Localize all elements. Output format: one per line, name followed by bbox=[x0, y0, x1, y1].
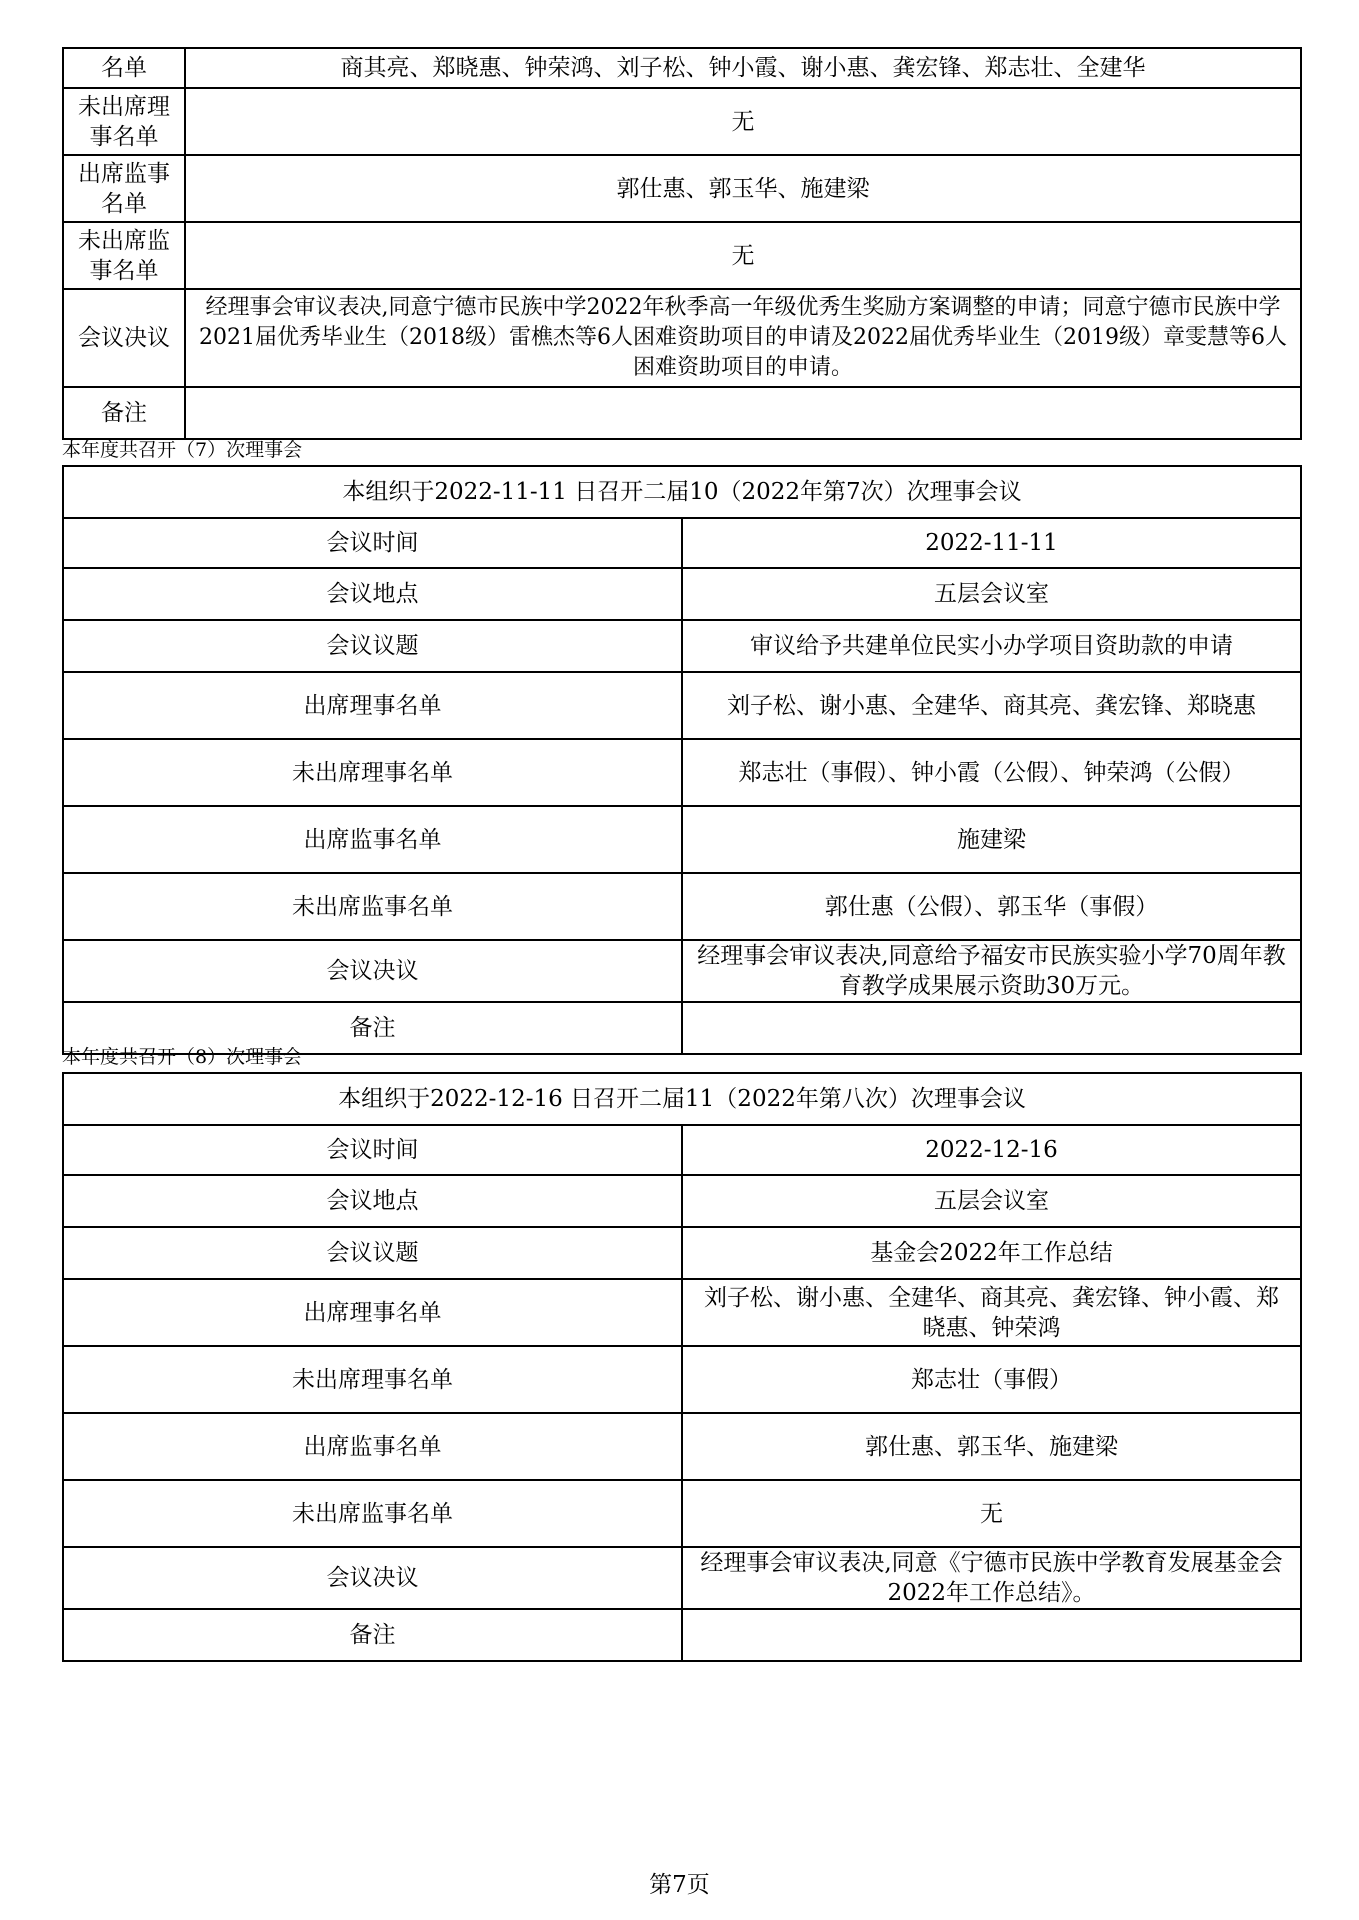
table-row bbox=[63, 620, 1301, 672]
table-row bbox=[63, 1125, 1301, 1175]
row-value: 郑志壮（事假） bbox=[682, 1346, 1301, 1413]
table-row bbox=[63, 48, 1301, 88]
meeting-table-6 bbox=[62, 47, 1302, 440]
row-value: 2022-12-16 bbox=[682, 1125, 1301, 1175]
row-label: 会议时间 bbox=[63, 1125, 682, 1175]
meeting-header: 本组织于2022-11-11 日召开二届10（2022年第7次）次理事会议 bbox=[63, 466, 1301, 518]
row-value: 基金会2022年工作总结 bbox=[682, 1227, 1301, 1279]
meeting-header: 本组织于2022-12-16 日召开二届11（2022年第八次）次理事会议 bbox=[63, 1073, 1301, 1125]
row-value: 无 bbox=[682, 1480, 1301, 1547]
row-label: 备注 bbox=[63, 387, 185, 439]
row-value: 经理事会审议表决,同意宁德市民族中学2022年秋季高一年级优秀生奖励方案调整的申请；同意宁德市民族中学2021届优秀毕业生（2018级）雷樵杰等6人困难资助项目的申请及2022届优秀毕业生（2019级）章雯慧等6人困难资助项目的申请。 bbox=[185, 289, 1301, 387]
row-label: 未出席监事名单 bbox=[63, 873, 682, 940]
table-row bbox=[63, 672, 1301, 739]
row-value: 郭仕惠、郭玉华、施建梁 bbox=[185, 155, 1301, 222]
row-label: 未出席监事名单 bbox=[63, 222, 185, 289]
page-number: 第7页 bbox=[649, 1872, 710, 1898]
table-row bbox=[63, 518, 1301, 568]
table-row bbox=[63, 1175, 1301, 1227]
row-label: 会议决议 bbox=[63, 1547, 682, 1609]
row-value: 刘子松、谢小惠、全建华、商其亮、龚宏锋、郑晓惠 bbox=[682, 672, 1301, 739]
table-row bbox=[63, 873, 1301, 940]
row-value: 施建梁 bbox=[682, 806, 1301, 873]
row-value bbox=[682, 1002, 1301, 1054]
table-header-row bbox=[63, 466, 1301, 518]
row-label: 备注 bbox=[63, 1609, 682, 1661]
table-row bbox=[63, 289, 1301, 387]
table-row bbox=[63, 940, 1301, 1002]
table-row bbox=[63, 387, 1301, 439]
row-value: 无 bbox=[185, 88, 1301, 155]
table-row bbox=[63, 88, 1301, 155]
meeting-count-caption: 本年度共召开（8）次理事会 bbox=[62, 1046, 303, 1068]
row-label: 会议时间 bbox=[63, 518, 682, 568]
table-header-row bbox=[63, 1073, 1301, 1125]
row-label: 会议决议 bbox=[63, 289, 185, 387]
meeting-table-7 bbox=[62, 465, 1302, 1055]
table-row bbox=[63, 222, 1301, 289]
row-value: 无 bbox=[185, 222, 1301, 289]
row-label: 会议地点 bbox=[63, 568, 682, 620]
table-row bbox=[63, 1346, 1301, 1413]
table-row bbox=[63, 1227, 1301, 1279]
row-value: 郭仕惠（公假）、郭玉华（事假） bbox=[682, 873, 1301, 940]
row-value bbox=[682, 1609, 1301, 1661]
row-value: 审议给予共建单位民实小办学项目资助款的申请 bbox=[682, 620, 1301, 672]
row-label: 出席理事名单 bbox=[63, 672, 682, 739]
row-label: 备注 bbox=[63, 1002, 682, 1054]
row-label: 会议决议 bbox=[63, 940, 682, 1002]
row-value: 商其亮、郑晓惠、钟荣鸿、刘子松、钟小霞、谢小惠、龚宏锋、郑志壮、全建华 bbox=[185, 48, 1301, 88]
table-row bbox=[63, 1480, 1301, 1547]
row-label: 出席监事名单 bbox=[63, 1413, 682, 1480]
row-label: 未出席理事名单 bbox=[63, 1346, 682, 1413]
table-row bbox=[63, 1413, 1301, 1480]
row-label: 出席监事名单 bbox=[63, 806, 682, 873]
row-value: 2022-11-11 bbox=[682, 518, 1301, 568]
meeting-table-8 bbox=[62, 1072, 1302, 1662]
row-value bbox=[185, 387, 1301, 439]
table-row bbox=[63, 1279, 1301, 1346]
table-row bbox=[63, 1609, 1301, 1661]
meeting-count-caption: 本年度共召开（7）次理事会 bbox=[62, 439, 303, 461]
table-row bbox=[63, 739, 1301, 806]
row-value: 经理事会审议表决,同意《宁德市民族中学教育发展基金会2022年工作总结》。 bbox=[682, 1547, 1301, 1609]
table-row bbox=[63, 806, 1301, 873]
row-value: 五层会议室 bbox=[682, 568, 1301, 620]
row-value: 郭仕惠、郭玉华、施建梁 bbox=[682, 1413, 1301, 1480]
row-label: 出席理事名单 bbox=[63, 1279, 682, 1346]
row-label: 未出席理事名单 bbox=[63, 739, 682, 806]
table-row bbox=[63, 155, 1301, 222]
row-value: 郑志壮（事假）、钟小霞（公假）、钟荣鸿（公假） bbox=[682, 739, 1301, 806]
table-row bbox=[63, 568, 1301, 620]
row-label: 会议议题 bbox=[63, 620, 682, 672]
row-value: 经理事会审议表决,同意给予福安市民族实验小学70周年教育教学成果展示资助30万元。 bbox=[682, 940, 1301, 1002]
row-label: 名单 bbox=[63, 48, 185, 88]
row-label: 会议地点 bbox=[63, 1175, 682, 1227]
row-label: 未出席理事名单 bbox=[63, 88, 185, 155]
row-label: 未出席监事名单 bbox=[63, 1480, 682, 1547]
row-value: 五层会议室 bbox=[682, 1175, 1301, 1227]
table-row bbox=[63, 1547, 1301, 1609]
row-value: 刘子松、谢小惠、全建华、商其亮、龚宏锋、钟小霞、郑晓惠、钟荣鸿 bbox=[682, 1279, 1301, 1346]
row-label: 会议议题 bbox=[63, 1227, 682, 1279]
row-label: 出席监事名单 bbox=[63, 155, 185, 222]
